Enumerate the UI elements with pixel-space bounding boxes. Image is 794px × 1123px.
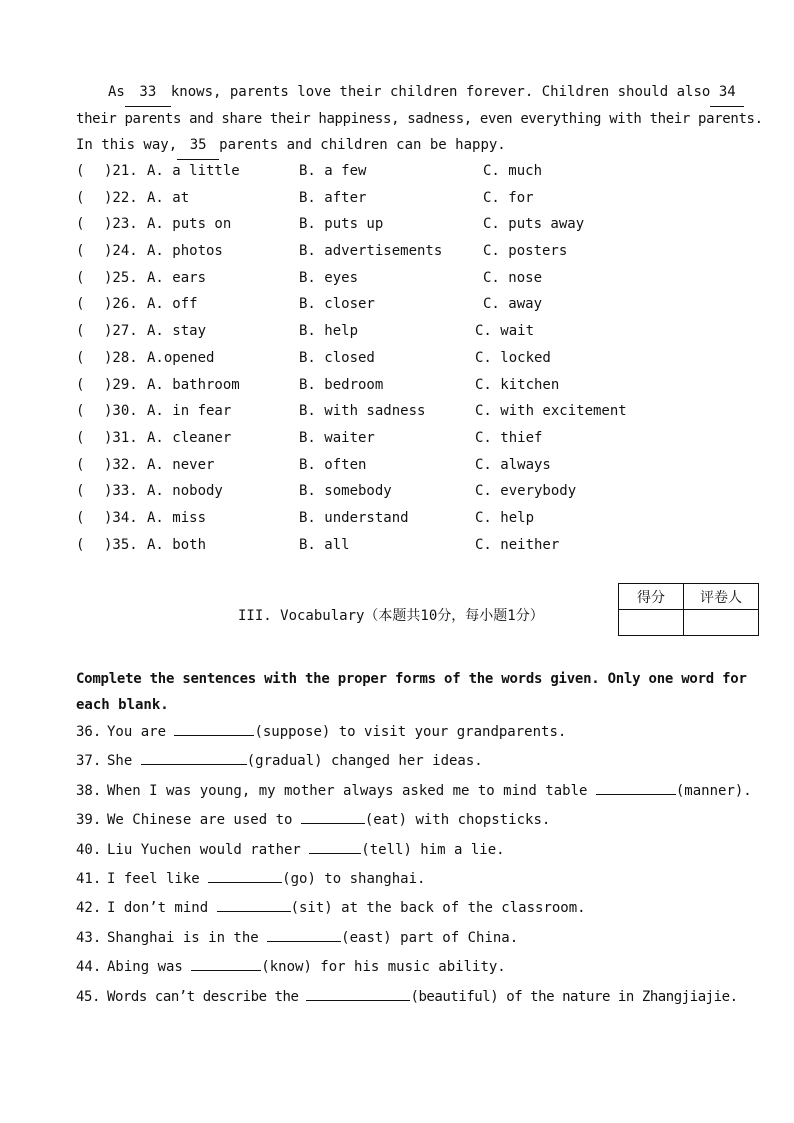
question-row <box>76 508 716 535</box>
option-b: B. with sadness <box>299 403 426 420</box>
option-c: C. posters <box>483 243 568 260</box>
answer-bracket[interactable]: ( <box>76 296 85 313</box>
vocab-question <box>76 721 726 750</box>
sentence-end: (know) for his music ability. <box>261 959 506 976</box>
question-number: )27. <box>104 323 138 340</box>
question-row <box>76 294 716 321</box>
question-number: )32. <box>104 456 138 473</box>
question-number: 38. <box>76 782 102 799</box>
answer-blank[interactable] <box>267 927 341 942</box>
question-row <box>76 241 716 268</box>
question-number: )26. <box>104 296 138 313</box>
option-a: A. cleaner <box>147 429 232 446</box>
sentence-start: I feel like <box>107 870 209 887</box>
sentence-end: (sit) at the back of the classroom. <box>290 900 586 917</box>
section-title: III. Vocabulary（本题共10分，每小题1分） <box>238 608 544 624</box>
option-c: C. away <box>483 296 543 313</box>
sentence-start: Abing was <box>107 959 192 976</box>
vocab-question <box>76 897 726 926</box>
question-number: )21. <box>104 163 138 179</box>
option-a: A. photos <box>147 243 223 260</box>
option-c: C. puts away <box>483 216 585 233</box>
score-label: 得分 <box>619 584 684 610</box>
option-c: C. thief <box>475 429 543 446</box>
question-number: )22. <box>104 189 138 206</box>
option-a: A. off <box>147 296 198 313</box>
answer-bracket[interactable]: ( <box>76 376 85 393</box>
vocab-question <box>76 750 726 779</box>
question-row <box>76 481 716 508</box>
question-number: 44. <box>76 959 102 976</box>
sentence-start: You are <box>107 724 175 740</box>
option-a: A. nobody <box>147 483 223 500</box>
question-number: 39. <box>76 812 102 829</box>
question-number: )23. <box>104 216 138 233</box>
question-number: 45. <box>76 988 100 1005</box>
question-number: )28. <box>104 349 138 366</box>
option-b: B. a few <box>299 163 367 179</box>
option-c: C. wait <box>475 323 535 340</box>
option-a: A. both <box>147 536 207 553</box>
sentence-end: (eat) with chopsticks. <box>364 812 551 829</box>
answer-blank[interactable] <box>174 721 254 736</box>
passage-line-2: their parents and share their happiness, sadness, even everything with their parents. <box>76 110 763 127</box>
option-a: A. ears <box>147 269 207 286</box>
question-number: )33. <box>104 483 138 500</box>
passage-line-3 <box>76 132 726 159</box>
question-number: 36. <box>76 724 102 740</box>
question-number: )34. <box>104 509 138 526</box>
question-row <box>76 455 716 482</box>
blank-33: 33 <box>125 79 171 107</box>
passage-text: knows, parents love their children forever. Children should also <box>170 84 711 100</box>
passage-line-1 <box>76 79 736 106</box>
option-c: C. much <box>483 163 543 179</box>
sentence-start: Words can’t describe the <box>107 988 307 1005</box>
answer-bracket[interactable]: ( <box>76 243 85 260</box>
answer-bracket[interactable]: ( <box>76 216 85 233</box>
question-number: 40. <box>76 841 102 858</box>
option-a: A. a little <box>147 163 240 179</box>
answer-bracket[interactable]: ( <box>76 163 85 179</box>
option-c: C. nose <box>483 269 543 286</box>
option-c: C. with excitement <box>475 403 627 420</box>
question-number: 42. <box>76 900 102 917</box>
passage-text: parents and children can be happy. <box>219 137 506 153</box>
answer-blank[interactable] <box>141 750 247 765</box>
vocab-question <box>76 956 726 985</box>
question-row <box>76 188 716 215</box>
question-row <box>76 348 716 375</box>
sentence-end: (east) part of China. <box>341 929 519 946</box>
question-row <box>76 161 716 188</box>
answer-bracket[interactable]: ( <box>76 403 85 420</box>
option-b: B. advertisements <box>299 243 443 260</box>
sentence-start: She <box>107 753 141 770</box>
option-c: C. everybody <box>475 483 577 500</box>
answer-bracket[interactable]: ( <box>76 483 85 500</box>
option-b: B. waiter <box>299 429 375 446</box>
sentence-start: We Chinese are used to <box>107 812 301 829</box>
answer-blank[interactable] <box>208 868 282 883</box>
question-number: 41. <box>76 870 102 887</box>
sentence-start: When I was young, my mother always asked me to mind table <box>107 782 596 799</box>
sentence-end: (tell) him a lie. <box>361 841 505 858</box>
option-b: B. often <box>299 456 367 473</box>
question-number: )30. <box>104 403 138 420</box>
passage-text: As <box>108 84 125 100</box>
sentence-end: (beautiful) of the nature in Zhangjiajie. <box>410 988 738 1005</box>
vocab-question <box>76 780 752 809</box>
answer-blank[interactable] <box>596 780 676 795</box>
question-number: )35. <box>104 536 138 553</box>
option-a: A. bathroom <box>147 376 240 393</box>
answer-bracket[interactable]: ( <box>76 189 85 206</box>
option-a: A. miss <box>147 509 207 526</box>
multiple-choice-list <box>76 161 716 561</box>
vocab-question <box>76 927 726 956</box>
answer-blank[interactable] <box>217 897 291 912</box>
sentence-end: (go) to shanghai. <box>282 870 426 887</box>
instructions <box>76 666 747 718</box>
vocab-question <box>76 868 726 897</box>
option-c: C. kitchen <box>475 376 560 393</box>
score-box <box>618 583 759 636</box>
option-c: C. always <box>475 456 551 473</box>
option-b: B. all <box>299 536 350 553</box>
option-b: B. bedroom <box>299 376 384 393</box>
option-a: A. stay <box>147 323 207 340</box>
question-row <box>76 401 716 428</box>
option-a: A. never <box>147 456 215 473</box>
answer-blank[interactable] <box>309 839 361 854</box>
question-number: 37. <box>76 753 102 770</box>
question-row <box>76 321 716 348</box>
option-a: A. puts on <box>147 216 232 233</box>
question-number: )25. <box>104 269 138 286</box>
answer-blank[interactable] <box>191 956 261 971</box>
option-a: A.opened <box>147 349 215 366</box>
question-number: )29. <box>104 376 138 393</box>
option-b: B. understand <box>299 509 409 526</box>
answer-bracket[interactable]: ( <box>76 269 85 286</box>
option-c: C. for <box>483 189 534 206</box>
option-b: B. after <box>299 189 367 206</box>
question-row <box>76 375 716 402</box>
vocabulary-list <box>76 721 752 1015</box>
question-row <box>76 535 716 562</box>
answer-bracket[interactable]: ( <box>76 323 85 340</box>
sentence-start: Liu Yuchen would rather <box>107 841 310 858</box>
cloze-passage-ending <box>76 79 763 159</box>
question-row <box>76 214 716 241</box>
answer-bracket[interactable]: ( <box>76 349 85 366</box>
option-b: B. somebody <box>299 483 392 500</box>
option-c: C. locked <box>475 349 551 366</box>
option-b: B. puts up <box>299 216 384 233</box>
sentence-end: (gradual) changed her ideas. <box>246 753 483 770</box>
vocab-question <box>76 809 726 838</box>
vocab-question <box>76 839 726 868</box>
option-b: B. eyes <box>299 269 359 286</box>
option-c: C. neither <box>475 536 560 553</box>
option-b: B. help <box>299 323 359 340</box>
answer-blank[interactable] <box>306 986 410 1001</box>
answer-bracket[interactable]: ( <box>76 429 85 446</box>
blank-35: 35 <box>177 132 219 160</box>
vocab-question <box>76 986 738 1015</box>
blank-34: 34 <box>710 79 744 107</box>
question-number: )24. <box>104 243 138 260</box>
option-c: C. help <box>475 509 535 526</box>
answer-bracket[interactable]: ( <box>76 456 85 473</box>
option-b: B. closer <box>299 296 375 313</box>
option-a: A. in fear <box>147 403 232 420</box>
sentence-start: I don’t mind <box>107 900 217 917</box>
answer-blank[interactable] <box>301 809 365 824</box>
question-number: 43. <box>76 929 102 946</box>
question-row <box>76 268 716 295</box>
grader-cell[interactable] <box>684 610 759 636</box>
sentence-end: (manner). <box>675 782 752 799</box>
sentence-start: Shanghai is in the <box>107 929 268 946</box>
answer-bracket[interactable]: ( <box>76 536 85 553</box>
question-number: )31. <box>104 429 138 446</box>
grader-label: 评卷人 <box>684 584 759 610</box>
option-b: B. closed <box>299 349 375 366</box>
instructions-line-1: Complete the sentences with the proper forms of the words given. Only one word for <box>76 671 747 687</box>
passage-text: In this way, <box>76 137 178 153</box>
answer-bracket[interactable]: ( <box>76 509 85 526</box>
option-a: A. at <box>147 189 190 206</box>
score-cell[interactable] <box>619 610 684 636</box>
sentence-end: (suppose) to visit your grandparents. <box>254 724 567 740</box>
instructions-line-2: each blank. <box>76 697 169 713</box>
question-row <box>76 428 716 455</box>
